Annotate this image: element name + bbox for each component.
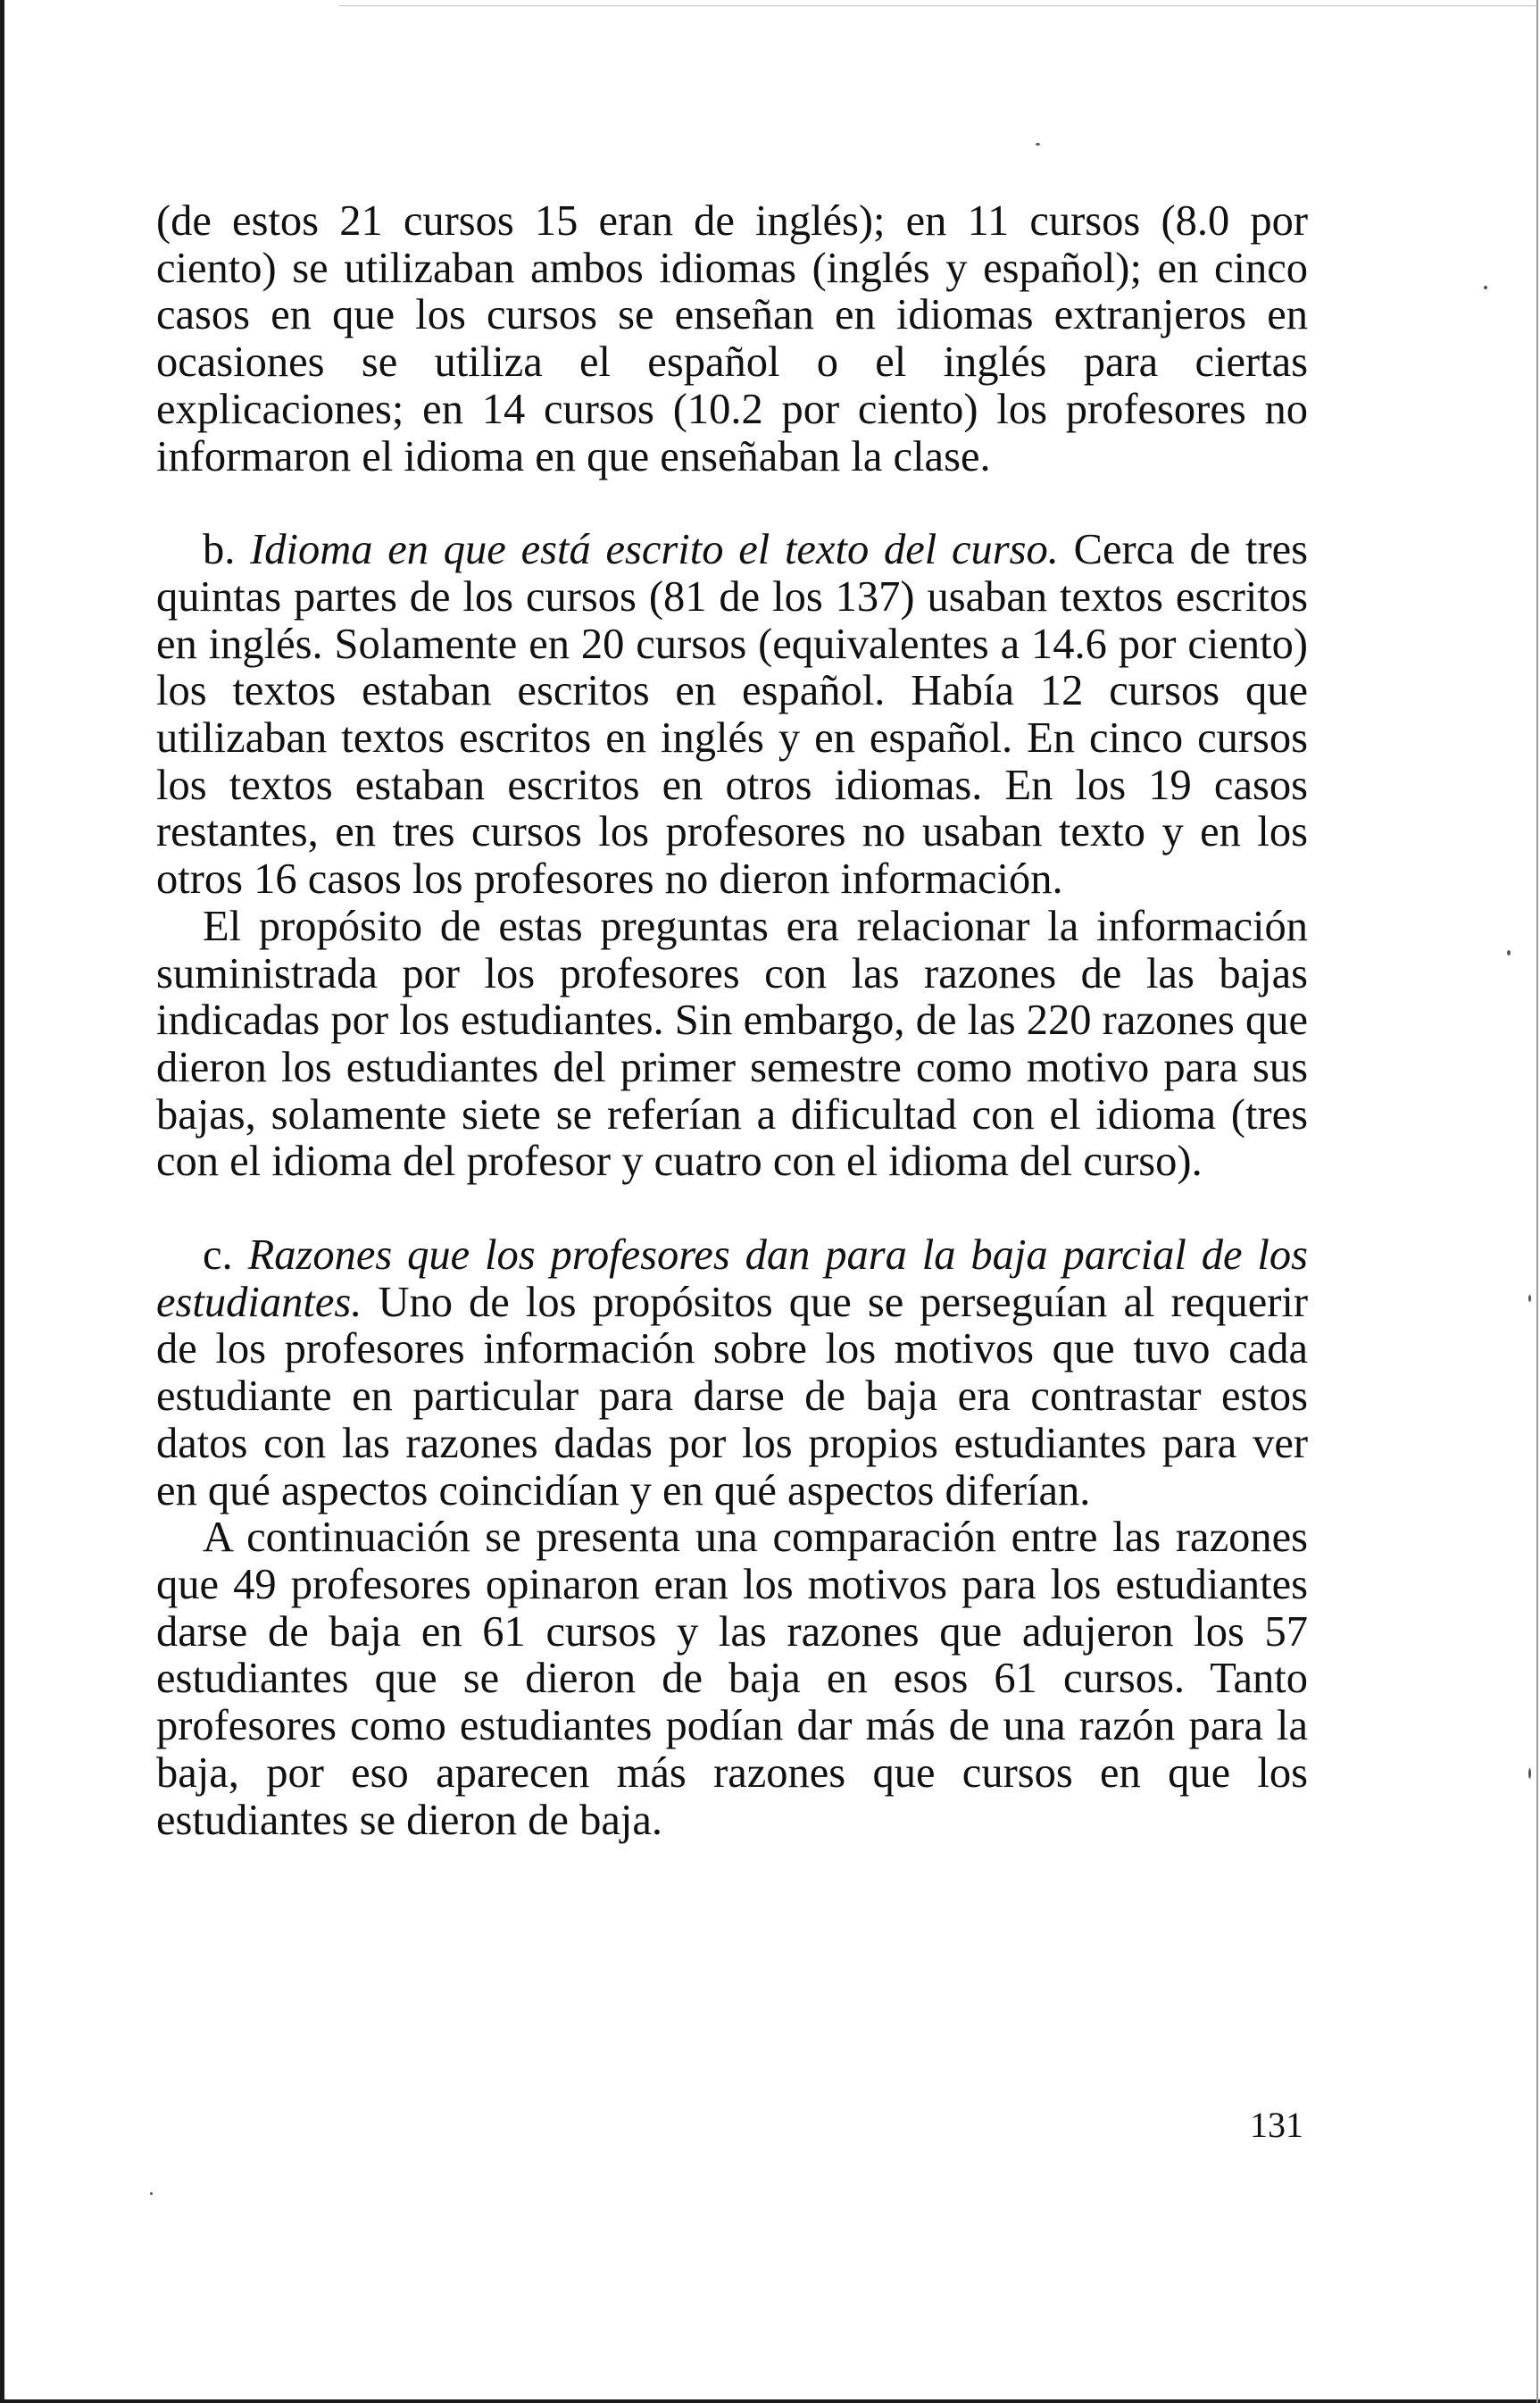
scan-border-bottom — [0, 2399, 1540, 2403]
page-number: 131 — [1250, 2105, 1303, 2145]
scan-border-top — [339, 5, 1536, 6]
paragraph-section-c — [156, 1232, 1308, 1514]
paragraph-purpose — [156, 904, 1308, 1186]
section-marker: c. — [203, 1231, 233, 1280]
paragraph-text: El propósito de estas preguntas era relacionar la información suministrada por los profesores con las razones de las bajas indicadas por los estudiantes. Sin embargo, de las 220 razones que dieron los estudiantes del primer semestre como motivo para sus bajas, solamente siete se referían a dificultad con el idioma (tres con el idioma del profesor y cuatro con el idioma del curso). — [156, 902, 1308, 1186]
paragraph-text: A continuación se presenta una comparación entre las razones que 49 profesores opinaron eran los motivos para los estudiantes darse de baja en 61 cursos y las razones que adujeron los 57 estudiantes que se dieron de baja en esos 61 cursos. Tanto profesores como estudiantes podían dar más de una razón para la baja, por eso aparecen más razones que cursos en que los estudiantes se dieron de baja. — [156, 1514, 1308, 1844]
paragraph-language-summary — [156, 198, 1308, 480]
scan-border-right — [1536, 0, 1538, 2403]
paragraph-text: Uno de los propósitos que se perseguían al requerir de los profesores información sobre los motivos que tuvo cada estudiante en particular para darse de baja era contrastar estos datos con las razones dadas por los propios estudiantes para ver en qué aspectos coincidían y en qué aspectos diferían. — [156, 1278, 1308, 1514]
section-marker: b. — [203, 526, 236, 574]
section-heading: Idioma en que está escrito el texto del curso. — [250, 526, 1059, 574]
body-text — [156, 198, 1308, 1844]
paragraph-comparison — [156, 1514, 1308, 1844]
paragraph-text: (de estos 21 cursos 15 eran de inglés); en 11 cursos (8.0 por ciento) se utilizaban ambos idiomas (inglés y español); en cinco casos en que los cursos se enseñan en idiomas extranjeros en ocasiones se utiliza el español o el inglés para ciertas explicaciones; en 14 cursos (10.2 por ciento) los profesores no informaron el idioma en que enseñaban la clase. — [156, 197, 1308, 480]
paragraph-section-b — [156, 527, 1308, 904]
paragraph-text: Cerca de tres quintas partes de los cursos (81 de los 137) usaban textos escritos en inglés. Solamente en 20 cursos (equivalentes a 14.6 por ciento) los textos estaban escritos en español. Había 12 cursos que utilizaban textos escritos en inglés y en español. En cinco cursos los textos estaban escritos en otros idiomas. En los 19 casos restantes, en tres cursos los profesores no usaban texto y en los otros 16 casos los profesores no dieron información. — [156, 526, 1308, 904]
section-heading: Razones que los profesores dan para la baja parcial de los estudiantes. — [156, 1231, 1309, 1326]
scan-border-left — [0, 0, 4, 2403]
